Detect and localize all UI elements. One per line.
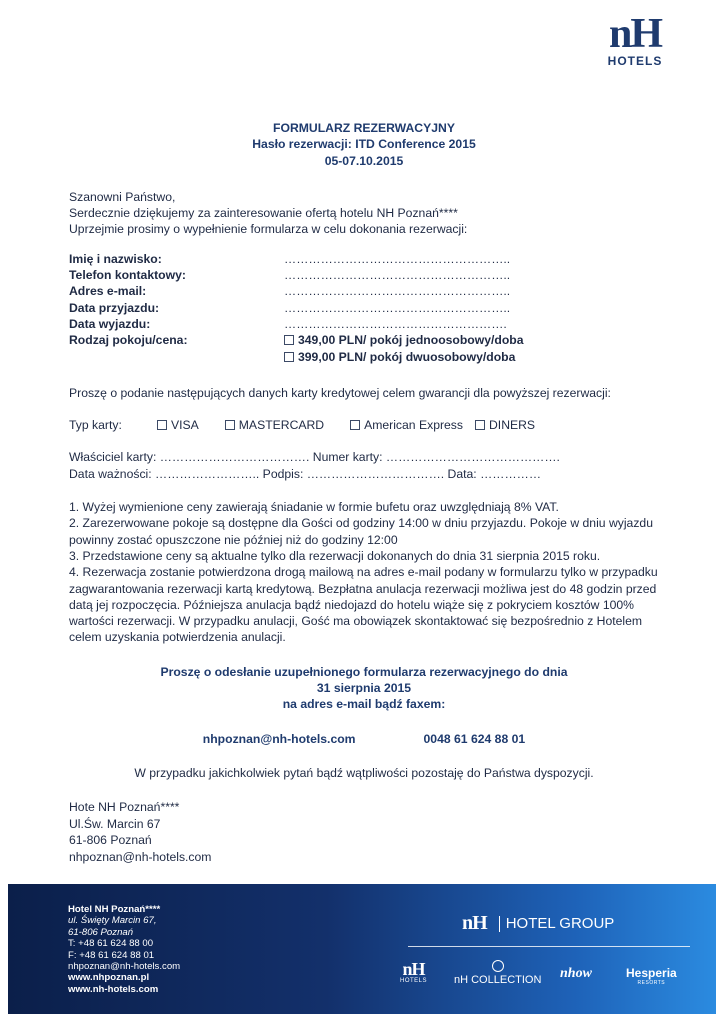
room-option-label: 399,00 PLN/ pokój dwuosobowy/doba — [298, 349, 516, 364]
footer-hotel-name: Hotel NH Poznań**** — [68, 904, 161, 915]
card-option-mastercard[interactable] — [225, 417, 324, 433]
card-option-label: VISA — [171, 418, 199, 433]
card-option-label: American Express — [364, 418, 463, 433]
group-mark: nH — [462, 912, 487, 934]
room-option-single[interactable] — [284, 332, 659, 348]
note-item: 3. Przedstawione ceny są aktualne tylko dla rezerwacji dokonanych do dnia 31 sierpnia 2015 roku. — [69, 548, 601, 563]
send-instructions — [69, 664, 659, 713]
group-text: HOTEL GROUP — [505, 915, 615, 932]
checkbox-icon[interactable] — [475, 420, 485, 430]
booking-password: Hasło rezerwacji: ITD Conference 2015 — [252, 137, 476, 152]
footer-web-link[interactable]: www.nh-hotels.com — [68, 983, 159, 995]
room-options — [284, 332, 659, 365]
footer-address — [68, 904, 180, 995]
footer-divider — [408, 946, 690, 947]
field-label: Telefon kontaktowy: — [69, 268, 186, 283]
brand-mark: nH — [402, 959, 425, 979]
event-dates: 05-07.10.2015 — [324, 153, 404, 168]
question-text: W przypadku jakichkolwiek pytań bądź wątpliwości pozostaję do Państwa dyspozycji. — [134, 765, 594, 780]
card-request: Proszę o podanie następujących danych karty kredytowej celem gwarancji dla powyższej rezerwacji: — [69, 385, 611, 400]
checkbox-icon[interactable] — [225, 420, 235, 430]
contact-fax: 0048 61 624 88 01 — [423, 731, 526, 746]
brand-name: nH COLLECTION — [454, 974, 542, 986]
name-field[interactable]: ……………………………………………….. — [284, 251, 511, 266]
send-line: na adres e-mail bądź faxem: — [282, 697, 446, 712]
card-option-label: MASTERCARD — [238, 418, 325, 433]
field-label: Data wyjazdu: — [69, 316, 151, 331]
form-title: FORMULARZ REZERWACYJNY — [273, 121, 455, 135]
brand-nh-hotels-logo — [400, 960, 427, 984]
signoff-email[interactable]: nhpoznan@nh-hotels.com — [69, 849, 212, 864]
room-option-double[interactable] — [284, 349, 659, 365]
card-option-visa[interactable] — [157, 417, 199, 433]
signoff-street: Ul.Św. Marcin 67 — [69, 816, 161, 831]
card-option-amex[interactable] — [350, 417, 463, 433]
card-types — [69, 417, 659, 433]
footer-phone: T: +48 61 624 88 00 — [68, 938, 154, 950]
departure-date-field[interactable]: ………………………………………………. — [284, 316, 507, 331]
footer-web-link[interactable]: www.nhpoznan.pl — [68, 972, 150, 984]
logo-sub: HOTELS — [607, 54, 663, 68]
footer-city: 61-806 Poznań — [68, 926, 134, 938]
send-line: Proszę o odesłanie uzupełnionego formularza rezerwacyjnego do dnia — [160, 664, 568, 679]
brand-hesperia-logo — [626, 966, 677, 986]
heading — [69, 120, 659, 169]
checkbox-icon[interactable] — [157, 420, 167, 430]
terms-notes — [69, 499, 659, 646]
card-owner-number-line[interactable]: Właściciel karty: ………………………………. Numer karty: ……………………………………. — [69, 450, 560, 465]
footer-banner — [8, 884, 716, 1014]
field-label: Rodzaj pokoju/cena: — [69, 333, 188, 348]
footer-street: ul. Święty Marcin 67, — [68, 915, 157, 927]
contact-row — [69, 731, 659, 747]
collection-emblem-icon — [492, 960, 504, 972]
brand-nh-collection-logo — [454, 960, 541, 986]
card-option-diners[interactable] — [475, 417, 535, 433]
card-option-label: DINERS — [489, 418, 536, 433]
checkbox-icon[interactable] — [284, 335, 294, 345]
intro — [69, 189, 659, 238]
arrival-date-field[interactable]: ……………………………………………….. — [284, 300, 511, 315]
field-label: Adres e-mail: — [69, 284, 147, 299]
email-field[interactable]: ……………………………………………….. — [284, 284, 511, 299]
booking-form — [69, 251, 659, 365]
footer-fax: F: +48 61 624 88 01 — [68, 949, 155, 961]
checkbox-icon[interactable] — [350, 420, 360, 430]
card-details — [69, 449, 659, 482]
note-item: 1. Wyżej wymienione ceny zawierają śniadanie w formie bufetu oraz uwzględniają 8% VAT. — [69, 500, 559, 515]
request-text: Uprzejmie prosimy o wypełnienie formularza w celu dokonania rezerwacji: — [69, 222, 468, 237]
phone-field[interactable]: ……………………………………………….. — [284, 268, 511, 283]
note-item: 2. Zarezerwowane pokoje są dostępne dla Gości od godziny 14:00 w dniu przyjazdu. Pokoje w dniu wyjazdu powinny zostać opuszczone nie później niż do godziny 12:00 — [69, 516, 653, 547]
greeting: Szanowni Państwo, — [69, 189, 176, 204]
room-option-label: 349,00 PLN/ pokój jednoosobowy/doba — [298, 333, 524, 348]
send-deadline: 31 sierpnia 2015 — [316, 681, 412, 696]
brand-sub: RESORTS — [637, 980, 666, 986]
note-item: 4. Rezerwacja zostanie potwierdzona drogą mailową na adres e-mail podany w formularzu tylko w przypadku zagwarantowania rezerwacji kartą kredytową. Bezpłatna anulacja rezerwacji możliwa jest do 48 godzin przed datą jej rozpoczęcia. Późniejsza anulacja bądź niedojazd do hotelu wiąże się z pokryciem kosztów 100% wartości rezerwacji. W przypadku anulacji, Gość ma obowiązek skontaktować się bezpośrednio z Hotelem celem uzyskania potwierdzenia anulacji. — [69, 565, 658, 645]
field-label: Data przyjazdu: — [69, 300, 160, 315]
hotel-group-logo — [462, 912, 614, 935]
group-divider — [499, 916, 500, 932]
form-row-email — [69, 283, 659, 299]
nh-hotels-logo — [596, 11, 674, 68]
form-row-arrival — [69, 300, 659, 316]
checkbox-icon[interactable] — [284, 352, 294, 362]
form-row-name — [69, 251, 659, 267]
form-row-departure — [69, 316, 659, 332]
signoff-hotel: Hote NH Poznań**** — [69, 800, 180, 815]
form-row-phone — [69, 267, 659, 283]
brand-nhow-logo: nhow — [560, 966, 592, 981]
form-row-room — [69, 332, 659, 365]
signoff-city: 61-806 Poznań — [69, 833, 152, 848]
footer-email[interactable]: nhpoznan@nh-hotels.com — [68, 961, 181, 973]
field-label: Imię i nazwisko: — [69, 251, 162, 266]
logo-mark: nH — [608, 11, 662, 57]
thanks-text: Serdecznie dziękujemy za zainteresowanie ofertą hotelu NH Poznań**** — [69, 206, 458, 221]
card-validity-signature-line[interactable]: Data ważności: …………………….. Podpis: ……………………………. Data: …………… — [69, 466, 542, 481]
signoff — [69, 799, 659, 865]
contact-email-link[interactable]: nhpoznan@nh-hotels.com — [202, 731, 356, 746]
card-type-label: Typ karty: — [69, 418, 122, 433]
document-body — [69, 120, 659, 866]
brand-name: Hesperia — [626, 966, 677, 980]
brand-sub: HOTELS — [400, 978, 428, 984]
